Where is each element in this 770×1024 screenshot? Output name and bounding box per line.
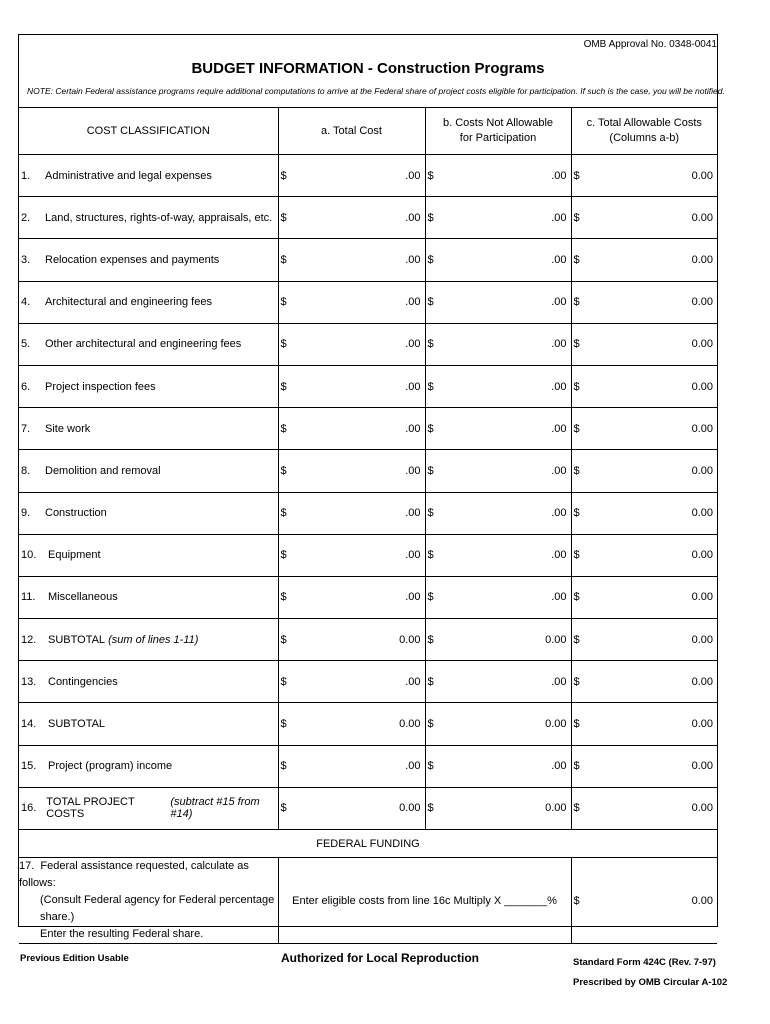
line-number: 7. [21,422,31,435]
amount-value: .00 [551,422,567,435]
amount-value: .00 [405,296,421,309]
cost-description [19,197,278,239]
dollar-sign: $ [280,464,287,477]
cost-description [19,239,278,281]
federal-share-field[interactable] [571,858,717,944]
dollar-sign: $ [573,338,580,351]
amount-field-b[interactable] [425,492,571,534]
amount-value: .00 [551,253,567,266]
col-header-not-allowable: b. Costs Not Allowable for Participation [425,108,571,155]
dollar-sign: $ [573,718,580,731]
cost-label: Other architectural and engineering fees [45,338,242,351]
line-number: 13. [21,675,37,688]
amount-value: .00 [551,675,567,688]
amount-value: 0.00 [691,549,713,562]
amount-value: .00 [551,507,567,520]
dollar-sign: $ [427,380,434,393]
amount-value: 0.00 [691,338,713,351]
amount-value: 0.00 [691,633,713,646]
cost-label: Miscellaneous [48,591,118,604]
amount-field-b[interactable] [425,661,571,703]
amount-field-a[interactable] [278,281,425,323]
cost-label: Land, structures, rights-of-way, appraisals, etc. [45,211,273,224]
cost-label: Equipment [48,549,101,562]
amount-value: 0.00 [691,211,713,224]
cost-row [19,787,717,829]
amount-field-c[interactable] [571,745,717,787]
amount-field-b[interactable] [425,197,571,239]
dollar-sign: $ [280,549,287,562]
amount-field-b[interactable] [425,155,571,197]
line-number: 8. [21,464,31,477]
dollar-sign: $ [427,633,434,646]
amount-field-a[interactable] [278,365,425,407]
amount-field-b[interactable] [425,450,571,492]
line-number: 10. [21,549,37,562]
amount-field-c[interactable] [571,787,717,829]
federal-line-3: Enter the resulting Federal share. [40,928,204,940]
cost-row [19,745,717,787]
footer-standard-form [573,953,727,993]
dollar-sign: $ [573,211,580,224]
dollar-sign: $ [427,296,434,309]
amount-field-c[interactable] [571,155,717,197]
amount-value: 0.00 [691,591,713,604]
cost-description [19,745,278,787]
amount-value: .00 [405,422,421,435]
cost-row [19,661,717,703]
amount-value: 0.00 [399,802,421,815]
amount-value: 0.00 [691,760,713,773]
col-header-classification: COST CLASSIFICATION [19,108,278,155]
footer-form-number: Standard Form 424C (Rev. 7-97) [573,957,716,968]
dollar-sign: $ [573,894,580,907]
amount-field-a[interactable] [278,787,425,829]
amount-field-a[interactable] [278,534,425,576]
cost-row [19,281,717,323]
dollar-sign: $ [427,718,434,731]
dollar-sign: $ [280,591,287,604]
amount-field-c[interactable] [571,576,717,618]
amount-value: .00 [405,253,421,266]
amount-value: 0.00 [691,253,713,266]
amount-value: .00 [405,169,421,182]
federal-line-2: (Consult Federal agency for Federal percentage share.) [40,894,275,923]
cost-row [19,155,717,197]
line-number: 1. [21,169,31,182]
cost-description [19,450,278,492]
amount-field-a[interactable] [278,239,425,281]
dollar-sign: $ [573,169,580,182]
amount-field-c[interactable] [571,281,717,323]
cost-label-note: (sum of lines 1-11) [108,633,199,646]
amount-field-b[interactable] [425,323,571,365]
line-number: 3. [21,253,31,266]
amount-field-a[interactable] [278,576,425,618]
amount-value: 0.00 [691,464,713,477]
amount-value: .00 [405,591,421,604]
amount-field-a[interactable] [278,745,425,787]
dollar-sign: $ [427,675,434,688]
cost-description [19,703,278,745]
amount-field-c[interactable] [571,323,717,365]
amount-field-c[interactable] [571,703,717,745]
cost-row [19,365,717,407]
cost-description [19,534,278,576]
amount-value: .00 [405,675,421,688]
amount-value: 0.00 [691,422,713,435]
amount-value: 0.00 [691,675,713,688]
cost-label: Demolition and removal [45,464,161,477]
dollar-sign: $ [573,802,580,815]
dollar-sign: $ [573,633,580,646]
cost-description [19,155,278,197]
dollar-sign: $ [280,760,287,773]
cost-row [19,197,717,239]
amount-field-a[interactable] [278,323,425,365]
amount-field-a[interactable] [278,197,425,239]
amount-value: .00 [551,380,567,393]
cost-description [19,661,278,703]
cost-row [19,239,717,281]
dollar-sign: $ [280,253,287,266]
dollar-sign: $ [573,380,580,393]
dollar-sign: $ [427,802,434,815]
cost-row [19,576,717,618]
dollar-sign: $ [573,675,580,688]
amount-value: .00 [551,338,567,351]
line-number: 9. [21,507,31,520]
cost-label: Construction [45,507,107,520]
amount-value: 0.00 [691,296,713,309]
line-number: 5. [21,338,31,351]
dollar-sign: $ [280,633,287,646]
cost-rows [19,155,717,830]
cost-label: Contingencies [48,675,118,688]
dollar-sign: $ [280,380,287,393]
line-number: 6. [21,380,31,393]
dollar-sign: $ [573,760,580,773]
line-number: 14. [21,718,37,731]
amount-field-b[interactable] [425,281,571,323]
federal-assistance-description [19,858,278,944]
dollar-sign: $ [427,760,434,773]
amount-field-c[interactable] [571,450,717,492]
federal-share-value: 0.00 [691,894,713,907]
amount-value: .00 [405,507,421,520]
col-header-total-cost: a. Total Cost [278,108,425,155]
amount-field-b[interactable] [425,619,571,661]
line-number: 16. [21,802,37,815]
dollar-sign: $ [280,802,287,815]
line-number: 12. [21,633,37,646]
amount-field-c[interactable] [571,619,717,661]
amount-field-c[interactable] [571,239,717,281]
cost-label-note: (subtract #15 from #14) [170,796,260,821]
cost-description [19,281,278,323]
amount-value: 0.00 [545,718,567,731]
amount-field-a[interactable] [278,492,425,534]
amount-value: 0.00 [691,802,713,815]
dollar-sign: $ [280,296,287,309]
amount-value: 0.00 [399,633,421,646]
amount-field-a[interactable] [278,661,425,703]
cost-description [19,365,278,407]
amount-value: .00 [405,211,421,224]
dollar-sign: $ [427,169,434,182]
amount-value: .00 [405,380,421,393]
amount-field-c[interactable] [571,365,717,407]
amount-value: .00 [551,591,567,604]
federal-funding-header-row [19,830,717,858]
cost-label: Project inspection fees [45,380,156,393]
header-row [19,108,717,155]
dollar-sign: $ [427,464,434,477]
line-number: 11. [21,591,36,604]
dollar-sign: $ [427,591,434,604]
footer-prescribed-by: Prescribed by OMB Circular A-102 [573,977,728,988]
amount-field-a[interactable] [278,450,425,492]
amount-value: 0.00 [399,718,421,731]
dollar-sign: $ [280,211,287,224]
dollar-sign: $ [280,169,287,182]
cost-description [19,492,278,534]
amount-value: .00 [551,760,567,773]
amount-field-c[interactable] [571,492,717,534]
cost-description [19,619,278,661]
amount-field-b[interactable] [425,745,571,787]
amount-value: 0.00 [691,380,713,393]
cost-row [19,703,717,745]
dollar-sign: $ [427,338,434,351]
amount-value: .00 [551,296,567,309]
cost-row [19,492,717,534]
cost-description [19,323,278,365]
amount-field-c[interactable] [571,661,717,703]
form-note: NOTE: Certain Federal assistance programs require additional computations to arrive at the Federal share of project costs eligible for participation. If such is the case, you will be notified. [27,86,725,96]
cost-label: SUBTOTAL [48,718,106,731]
amount-value: 0.00 [691,169,713,182]
dollar-sign: $ [280,507,287,520]
amount-field-b[interactable] [425,408,571,450]
line-number: 15. [21,760,37,773]
amount-field-a[interactable] [278,155,425,197]
line-number: 2. [21,211,31,224]
cost-row [19,619,717,661]
amount-value: .00 [405,549,421,562]
omb-approval-number: OMB Approval No. 0348-0041 [583,39,717,50]
cost-row [19,323,717,365]
cost-label: Administrative and legal expenses [45,169,212,182]
amount-field-b[interactable] [425,703,571,745]
amount-field-c[interactable] [571,408,717,450]
cost-label: Site work [45,422,91,435]
amount-value: .00 [551,549,567,562]
budget-form [18,34,725,940]
cost-row [19,450,717,492]
footer-authorized: Authorized for Local Reproduction [281,951,479,965]
dollar-sign: $ [280,675,287,688]
amount-value: 0.00 [545,633,567,646]
dollar-sign: $ [280,718,287,731]
amount-field-b[interactable] [425,239,571,281]
cost-row [19,534,717,576]
cost-label: Relocation expenses and payments [45,253,220,266]
cost-label: SUBTOTAL [48,633,106,646]
amount-field-b[interactable] [425,534,571,576]
amount-field-c[interactable] [571,534,717,576]
amount-field-b[interactable] [425,787,571,829]
line-number: 4. [21,296,31,309]
amount-value: 0.00 [545,802,567,815]
amount-field-a[interactable] [278,703,425,745]
dollar-sign: $ [573,296,580,309]
cost-label: Project (program) income [48,760,173,773]
amount-value: 0.00 [691,507,713,520]
col-header-allowable: c. Total Allowable Costs (Columns a-b) [571,108,717,155]
amount-field-b[interactable] [425,576,571,618]
dollar-sign: $ [427,422,434,435]
dollar-sign: $ [573,507,580,520]
federal-calculation-instruction: Enter eligible costs from line 16c Multiply X _______% [278,858,571,944]
dollar-sign: $ [573,549,580,562]
dollar-sign: $ [427,211,434,224]
cost-description [19,576,278,618]
amount-value: 0.00 [691,718,713,731]
footer-previous-edition: Previous Edition Usable [20,953,129,964]
amount-field-b[interactable] [425,365,571,407]
amount-field-a[interactable] [278,619,425,661]
federal-funding-heading: FEDERAL FUNDING [19,830,717,858]
cost-label: TOTAL PROJECT COSTS [46,796,135,821]
cost-label: Architectural and engineering fees [45,296,212,309]
dollar-sign: $ [427,549,434,562]
federal-line-1: Federal assistance requested, calculate as follows: [19,860,249,889]
dollar-sign: $ [280,338,287,351]
amount-field-c[interactable] [571,197,717,239]
amount-value: .00 [405,338,421,351]
line-number: 17. [19,860,35,872]
dollar-sign: $ [427,507,434,520]
dollar-sign: $ [573,422,580,435]
dollar-sign: $ [573,464,580,477]
dollar-sign: $ [573,253,580,266]
dollar-sign: $ [573,591,580,604]
amount-value: .00 [551,464,567,477]
dollar-sign: $ [280,422,287,435]
cost-row [19,408,717,450]
cost-description [19,408,278,450]
form-title: BUDGET INFORMATION - Construction Programs [191,60,545,77]
amount-value: .00 [551,211,567,224]
dollar-sign: $ [427,253,434,266]
cost-description [19,787,278,829]
amount-value: .00 [551,169,567,182]
budget-table [19,107,717,944]
amount-value: .00 [405,760,421,773]
amount-value: .00 [405,464,421,477]
federal-assistance-row [19,858,717,944]
amount-field-a[interactable] [278,408,425,450]
